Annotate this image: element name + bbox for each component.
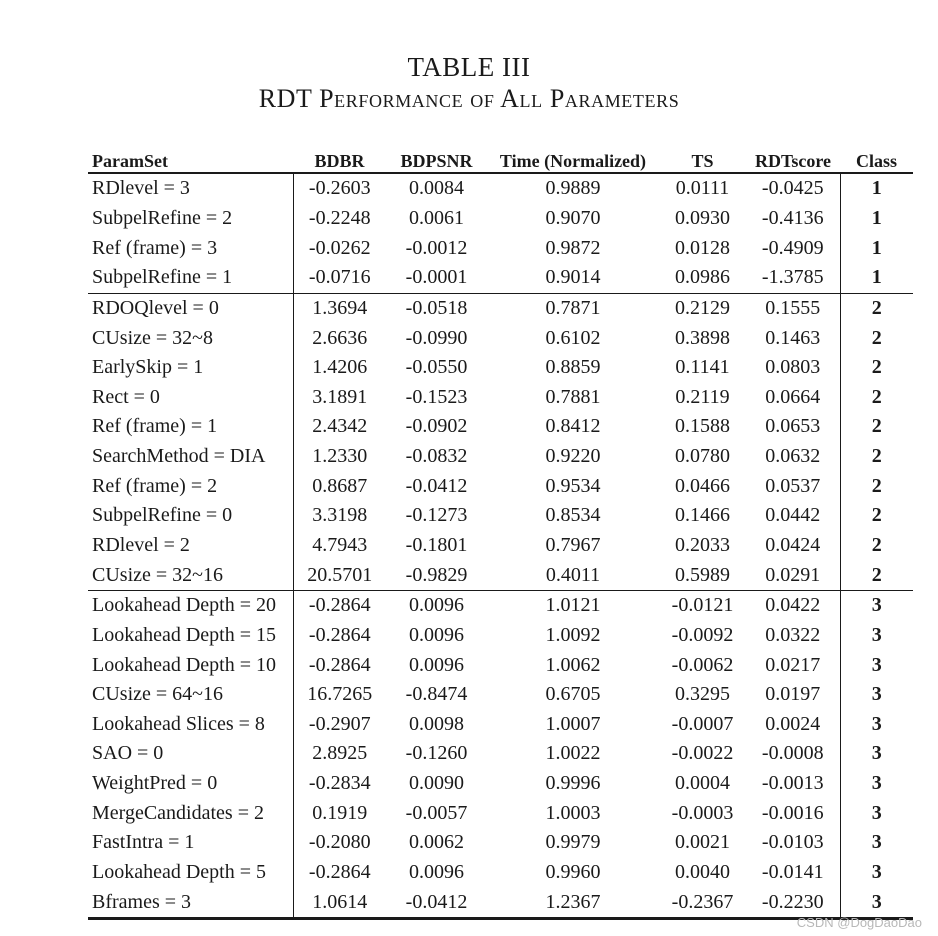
cell-time: 0.7871 (487, 293, 659, 323)
cell-rdtscore: 0.0664 (746, 382, 840, 412)
cell-time: 0.7881 (545, 385, 601, 408)
cell-rdtscore: 0.0424 (746, 531, 840, 561)
cell-ts: 0.1141 (675, 356, 730, 379)
cell-paramset: RDlevel = 2 (88, 531, 293, 561)
cell-class: 1 (871, 177, 882, 200)
cell-bdbr: 2.6636 (312, 326, 368, 349)
cell-class: 1 (871, 236, 882, 259)
cell-time: 0.7967 (545, 534, 601, 556)
rdt-performance-table (88, 146, 913, 920)
cell-time: 0.8534 (545, 504, 601, 527)
cell-paramset: CUsize = 64~16 (88, 680, 293, 710)
cell-class: 2 (871, 445, 882, 468)
cell-ts: 0.0930 (675, 206, 730, 229)
cell-bdbr: -0.2080 (308, 831, 371, 854)
cell-paramset: WeightPred = 0 (88, 769, 293, 799)
cell-bdpsnr: 0.0096 (409, 861, 464, 884)
cell-paramset: Lookahead Depth = 20 (88, 590, 293, 620)
cell-ts: 0.2033 (675, 534, 730, 556)
cell-bdbr: -0.2248 (308, 206, 371, 229)
cell-time: 0.6102 (545, 326, 601, 349)
cell-ts: 0.3295 (675, 683, 730, 706)
cell-bdpsnr: -0.0012 (405, 236, 468, 259)
table-row (88, 204, 913, 234)
cell-bdbr: 1.0614 (293, 887, 386, 918)
cell-ts: -0.0092 (671, 623, 734, 646)
cell-paramset: Rect = 0 (88, 382, 293, 412)
cell-class: 3 (871, 712, 882, 735)
cell-ts: -0.0022 (671, 742, 734, 765)
cell-class: 2 (871, 474, 882, 497)
cell-bdpsnr: -0.9829 (405, 563, 468, 586)
cell-bdbr: -0.2907 (308, 712, 371, 735)
header-rdtscore: RDTscore (746, 146, 840, 173)
cell-class: 3 (871, 742, 882, 765)
table-row (88, 382, 913, 412)
cell-class: 3 (871, 683, 882, 706)
table-row (88, 531, 913, 561)
cell-class: 2 (871, 356, 882, 379)
cell-bdbr: 20.5701 (307, 563, 373, 586)
table-row (88, 739, 913, 769)
cell-time: 0.9889 (545, 177, 601, 200)
cell-ts: 0.0004 (675, 772, 730, 795)
cell-rdtscore: 0.0322 (746, 621, 840, 651)
cell-class: 2 (871, 415, 882, 438)
cell-paramset: Ref (frame) = 3 (88, 233, 293, 263)
cell-class: 3 (871, 861, 882, 884)
cell-bdpsnr: 0.0096 (409, 623, 464, 646)
cell-class: 2 (871, 534, 882, 556)
cell-bdbr: -0.2864 (293, 590, 386, 620)
cell-ts: 0.0986 (675, 266, 730, 289)
cell-bdbr: 0.1919 (312, 801, 368, 824)
table-row (88, 828, 913, 858)
cell-paramset: Lookahead Depth = 10 (88, 650, 293, 680)
cell-ts: 0.2119 (675, 385, 730, 408)
cell-paramset: SubpelRefine = 0 (88, 501, 293, 531)
cell-time: 0.9996 (545, 772, 601, 795)
cell-bdpsnr: 0.0096 (386, 590, 487, 620)
cell-time: 0.9220 (545, 445, 601, 468)
cell-rdtscore: 0.0442 (746, 501, 840, 531)
cell-paramset: CUsize = 32~8 (88, 323, 293, 353)
cell-bdpsnr: -0.0412 (386, 887, 487, 918)
cell-class: 2 (871, 326, 882, 349)
cell-rdtscore: -0.0013 (746, 769, 840, 799)
table-number: TABLE III (407, 52, 531, 82)
cell-rdtscore: 0.0653 (746, 412, 840, 442)
cell-bdpsnr: -0.0832 (405, 445, 468, 468)
cell-bdpsnr: -0.0902 (405, 415, 468, 438)
table-row (88, 798, 913, 828)
cell-bdbr: -0.2603 (308, 177, 371, 200)
cell-bdbr: -0.2864 (308, 623, 371, 646)
cell-rdtscore: -0.0425 (746, 173, 840, 204)
cell-bdbr: 16.7265 (307, 683, 373, 706)
cell-rdtscore: 0.0024 (746, 710, 840, 740)
cell-bdpsnr: 0.0090 (409, 772, 464, 795)
cell-rdtscore: -0.0016 (746, 798, 840, 828)
cell-rdtscore: 0.0537 (746, 471, 840, 501)
table-row (88, 680, 913, 710)
cell-ts: -0.0062 (671, 653, 734, 676)
cell-paramset: SubpelRefine = 2 (88, 204, 293, 234)
cell-rdtscore: 0.0803 (746, 353, 840, 383)
cell-ts: 0.2129 (659, 293, 746, 323)
cell-rdtscore: -0.2230 (746, 887, 840, 918)
table-row (88, 710, 913, 740)
table-row (88, 263, 913, 293)
cell-time: 0.9979 (545, 831, 601, 854)
cell-rdtscore: -0.0103 (746, 828, 840, 858)
cell-ts: 0.0128 (675, 236, 730, 259)
cell-class: 2 (840, 293, 913, 323)
cell-time: 0.9014 (545, 266, 601, 289)
cell-paramset: Ref (frame) = 2 (88, 471, 293, 501)
cell-bdbr: 1.3694 (293, 293, 386, 323)
cell-bdbr: 1.4206 (312, 356, 368, 379)
cell-bdpsnr: -0.0518 (386, 293, 487, 323)
watermark: CSDN @DogDaoDao (796, 915, 922, 930)
cell-rdtscore: -0.4909 (746, 233, 840, 263)
cell-rdtscore: 0.0632 (746, 442, 840, 472)
cell-bdpsnr: 0.0098 (409, 712, 464, 735)
cell-paramset: Bframes = 3 (88, 887, 293, 918)
cell-time: 1.0022 (545, 742, 601, 765)
cell-ts: 0.3898 (675, 326, 730, 349)
cell-class: 1 (871, 266, 882, 289)
cell-class: 3 (871, 772, 882, 795)
cell-rdtscore: 0.1555 (746, 293, 840, 323)
table-row (88, 233, 913, 263)
cell-bdbr: 3.3198 (312, 504, 368, 527)
cell-bdpsnr: -0.8474 (405, 683, 468, 706)
cell-time: 0.9534 (545, 474, 601, 497)
cell-ts: -0.0003 (671, 801, 734, 824)
cell-bdpsnr: 0.0084 (409, 177, 464, 200)
cell-class: 3 (840, 590, 913, 620)
cell-time: 0.9960 (545, 861, 601, 884)
cell-bdbr: -0.2864 (308, 653, 371, 676)
cell-ts: -0.0121 (659, 590, 746, 620)
cell-bdbr: 4.7943 (312, 534, 368, 556)
cell-time: 0.9872 (545, 236, 601, 259)
cell-paramset: SubpelRefine = 1 (88, 263, 293, 293)
table-row (88, 501, 913, 531)
cell-paramset: MergeCandidates = 2 (88, 798, 293, 828)
cell-bdpsnr: 0.0062 (409, 831, 464, 854)
cell-ts: 0.1466 (675, 504, 730, 527)
cell-ts: -0.0007 (671, 712, 734, 735)
cell-paramset: Lookahead Slices = 8 (88, 710, 293, 740)
cell-rdtscore: -0.0008 (746, 739, 840, 769)
cell-rdtscore: 0.0422 (746, 590, 840, 620)
header-bdbr: BDBR (293, 146, 386, 173)
cell-time: 0.6705 (545, 683, 601, 706)
cell-ts: 0.5989 (675, 563, 730, 586)
cell-ts: 0.0780 (675, 445, 730, 468)
cell-bdpsnr: -0.0001 (405, 266, 468, 289)
cell-time: 1.2367 (487, 887, 659, 918)
cell-bdpsnr: -0.1273 (405, 504, 468, 527)
table-row (88, 650, 913, 680)
cell-bdbr: 3.1891 (312, 385, 368, 408)
table-row (88, 323, 913, 353)
cell-bdpsnr: -0.1523 (405, 385, 468, 408)
table-row (88, 471, 913, 501)
cell-bdpsnr: -0.0990 (405, 326, 468, 349)
cell-rdtscore: 0.1463 (746, 323, 840, 353)
cell-ts: 0.0021 (675, 831, 730, 854)
cell-bdpsnr: 0.0096 (409, 653, 464, 676)
cell-time: 0.8412 (545, 415, 601, 438)
cell-bdbr: 1.2330 (312, 445, 368, 468)
table-row (88, 442, 913, 472)
table-row (88, 887, 913, 918)
table-header-row (88, 146, 913, 173)
cell-ts: -0.2367 (659, 887, 746, 918)
cell-bdbr: 2.8925 (312, 742, 368, 765)
header-paramset: ParamSet (88, 146, 293, 173)
cell-ts: 0.1588 (675, 415, 730, 438)
cell-class: 3 (871, 801, 882, 824)
cell-class: 3 (840, 887, 913, 918)
cell-bdpsnr: 0.0061 (409, 206, 464, 229)
cell-bdpsnr: -0.1801 (405, 534, 468, 556)
cell-paramset: CUsize = 32~16 (88, 560, 293, 590)
cell-bdpsnr: -0.0412 (405, 474, 468, 497)
cell-rdtscore: -0.0141 (746, 858, 840, 888)
header-time: Time (Normalized) (487, 146, 659, 173)
table-row (88, 769, 913, 799)
cell-bdbr: -0.2834 (308, 772, 371, 795)
cell-time: 0.4011 (545, 563, 601, 586)
table-row (88, 412, 913, 442)
cell-class: 2 (871, 385, 882, 408)
cell-time: 1.0121 (487, 590, 659, 620)
cell-time: 1.0007 (545, 712, 601, 735)
cell-rdtscore: -1.3785 (746, 263, 840, 293)
cell-time: 1.0062 (545, 653, 601, 676)
cell-bdpsnr: -0.0550 (405, 356, 468, 379)
table-row (88, 590, 913, 620)
cell-bdbr: 2.4342 (312, 415, 368, 438)
cell-paramset: RDlevel = 3 (88, 173, 293, 204)
table-row (88, 353, 913, 383)
cell-class: 2 (871, 563, 882, 586)
cell-bdbr: 0.8687 (312, 474, 368, 497)
cell-time: 1.0092 (545, 623, 601, 646)
table-row (88, 560, 913, 590)
cell-class: 1 (871, 206, 882, 229)
cell-paramset: FastIntra = 1 (88, 828, 293, 858)
cell-bdbr: -0.2864 (308, 861, 371, 884)
cell-paramset: Lookahead Depth = 5 (88, 858, 293, 888)
cell-rdtscore: 0.0291 (746, 560, 840, 590)
table-row (88, 621, 913, 651)
cell-paramset: RDOQlevel = 0 (88, 293, 293, 323)
cell-time: 0.8859 (545, 356, 601, 379)
cell-bdpsnr: -0.1260 (405, 742, 468, 765)
cell-class: 3 (871, 831, 882, 854)
cell-bdbr: -0.0262 (308, 236, 371, 259)
cell-rdtscore: 0.0197 (746, 680, 840, 710)
header-ts: TS (659, 146, 746, 173)
cell-time: 0.9070 (545, 206, 601, 229)
cell-rdtscore: 0.0217 (746, 650, 840, 680)
cell-class: 3 (871, 623, 882, 646)
header-bdpsnr: BDPSNR (386, 146, 487, 173)
cell-ts: 0.0040 (675, 861, 730, 884)
cell-time: 1.0003 (545, 801, 601, 824)
cell-rdtscore: -0.4136 (746, 204, 840, 234)
cell-paramset: EarlySkip = 1 (88, 353, 293, 383)
cell-paramset: SAO = 0 (88, 739, 293, 769)
header-class: Class (840, 146, 913, 173)
table-row (88, 173, 913, 204)
table-row (88, 293, 913, 323)
cell-ts: 0.0466 (675, 474, 730, 497)
cell-bdpsnr: -0.0057 (405, 801, 468, 824)
cell-paramset: SearchMethod = DIA (88, 442, 293, 472)
cell-paramset: Ref (frame) = 1 (88, 412, 293, 442)
table-row (88, 858, 913, 888)
cell-class: 3 (871, 653, 882, 676)
table-caption: RDT Performance of All Parameters (258, 84, 680, 113)
cell-paramset: Lookahead Depth = 15 (88, 621, 293, 651)
cell-ts: 0.0111 (675, 177, 730, 200)
cell-class: 2 (871, 504, 882, 527)
cell-bdbr: -0.0716 (308, 266, 371, 289)
